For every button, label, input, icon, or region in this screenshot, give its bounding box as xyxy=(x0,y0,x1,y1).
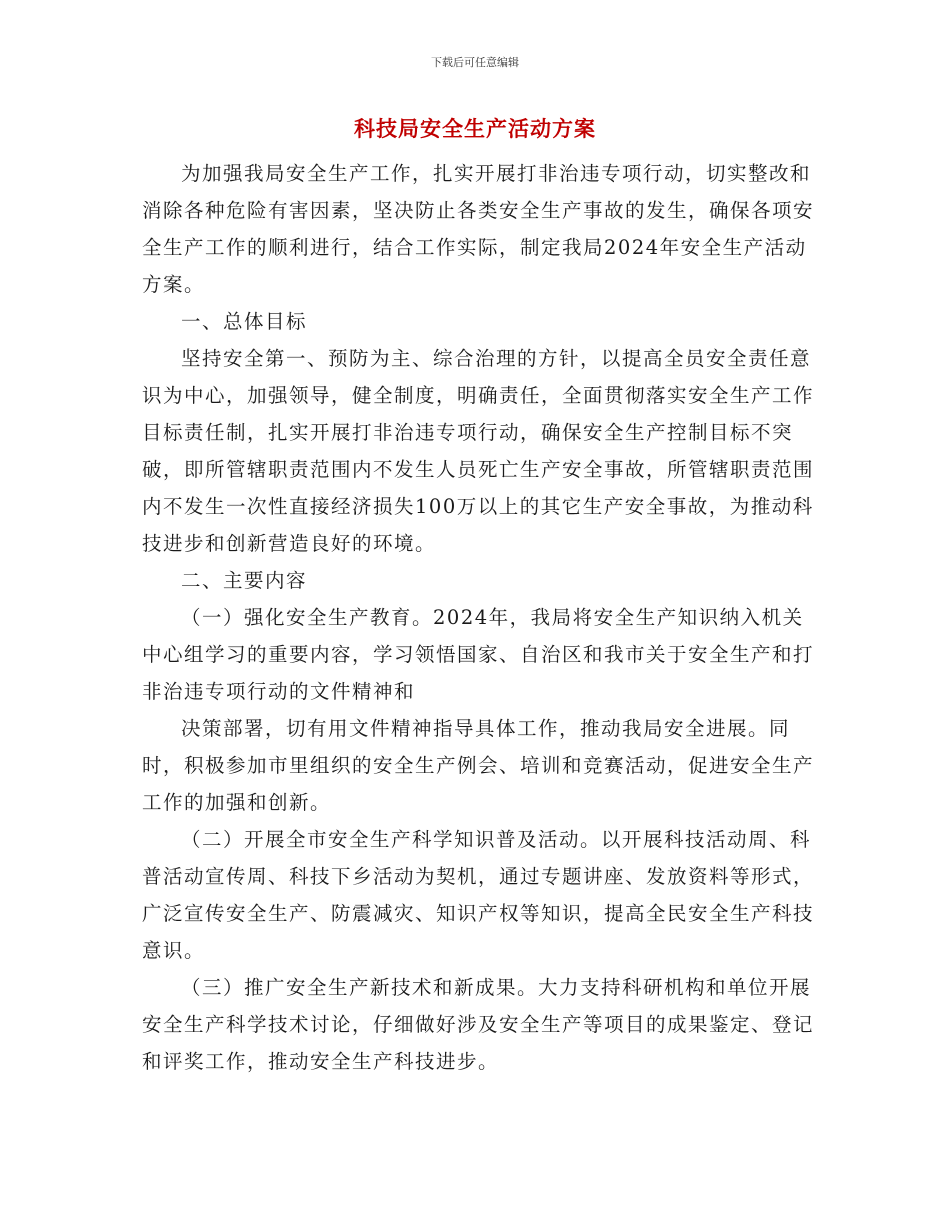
paragraph-overall-goal: 坚持安全第一、预防为主、综合治理的方针，以提高全员安全责任意识为中心，加强领导，健全制度，明确责任，全面贯彻落实安全生产工作目标责任制，扎实开展打非治违专项行动，确保安全生产控制目标不突破，即所管辖职责范围内不发生人员死亡生产安全事故，所管辖职责范围内不发生一次性直接经济损失100万以上的其它生产安全事故，为推动科技进步和创新营造良好的环境。 xyxy=(142,347,815,555)
paragraph-intro: 为加强我局安全生产工作，扎实开展打非治违专项行动，切实整改和消除各种危险有害因素，坚决防止各类安全生产事故的发生，确保各项安全生产工作的顺利进行，结合工作实际，制定我局2024年安全生产活动方案。 xyxy=(142,162,815,296)
document-body xyxy=(142,155,817,1080)
paragraph-item-2: （二）开展全市安全生产科学知识普及活动。以开展科技活动周、科普活动宣传周、科技下乡活动为契机，通过专题讲座、发放资料等形式，广泛宣传安全生产、防震减灾、知识产权等知识，提高全民安全生产科技意识。 xyxy=(142,828,815,962)
document-title: 科技局安全生产活动方案 xyxy=(354,116,596,141)
paragraph-item-3: （三）推广安全生产新技术和新成果。大力支持科研机构和单位开展安全生产科学技术讨论，仔细做好涉及安全生产等项目的成果鉴定、登记和评奖工作，推动安全生产科技进步。 xyxy=(142,976,815,1073)
page-header-note: 下载后可任意编辑 xyxy=(431,56,519,69)
section-heading-main-content: 二、主要内容 xyxy=(181,569,308,592)
section-heading-overall-goal: 一、总体目标 xyxy=(181,310,308,333)
paragraph-item-1: （一）强化安全生产教育。2024年，我局将安全生产知识纳入机关中心组学习的重要内容，学习领悟国家、自治区和我市关于安全生产和打非治违专项行动的文件精神和 xyxy=(142,606,815,703)
paragraph-item-1-continued: 决策部署，切有用文件精神指导具体工作，推动我局安全进展。同时，积极参加市里组织的安全生产例会、培训和竞赛活动，促进安全生产工作的加强和创新。 xyxy=(142,717,815,814)
